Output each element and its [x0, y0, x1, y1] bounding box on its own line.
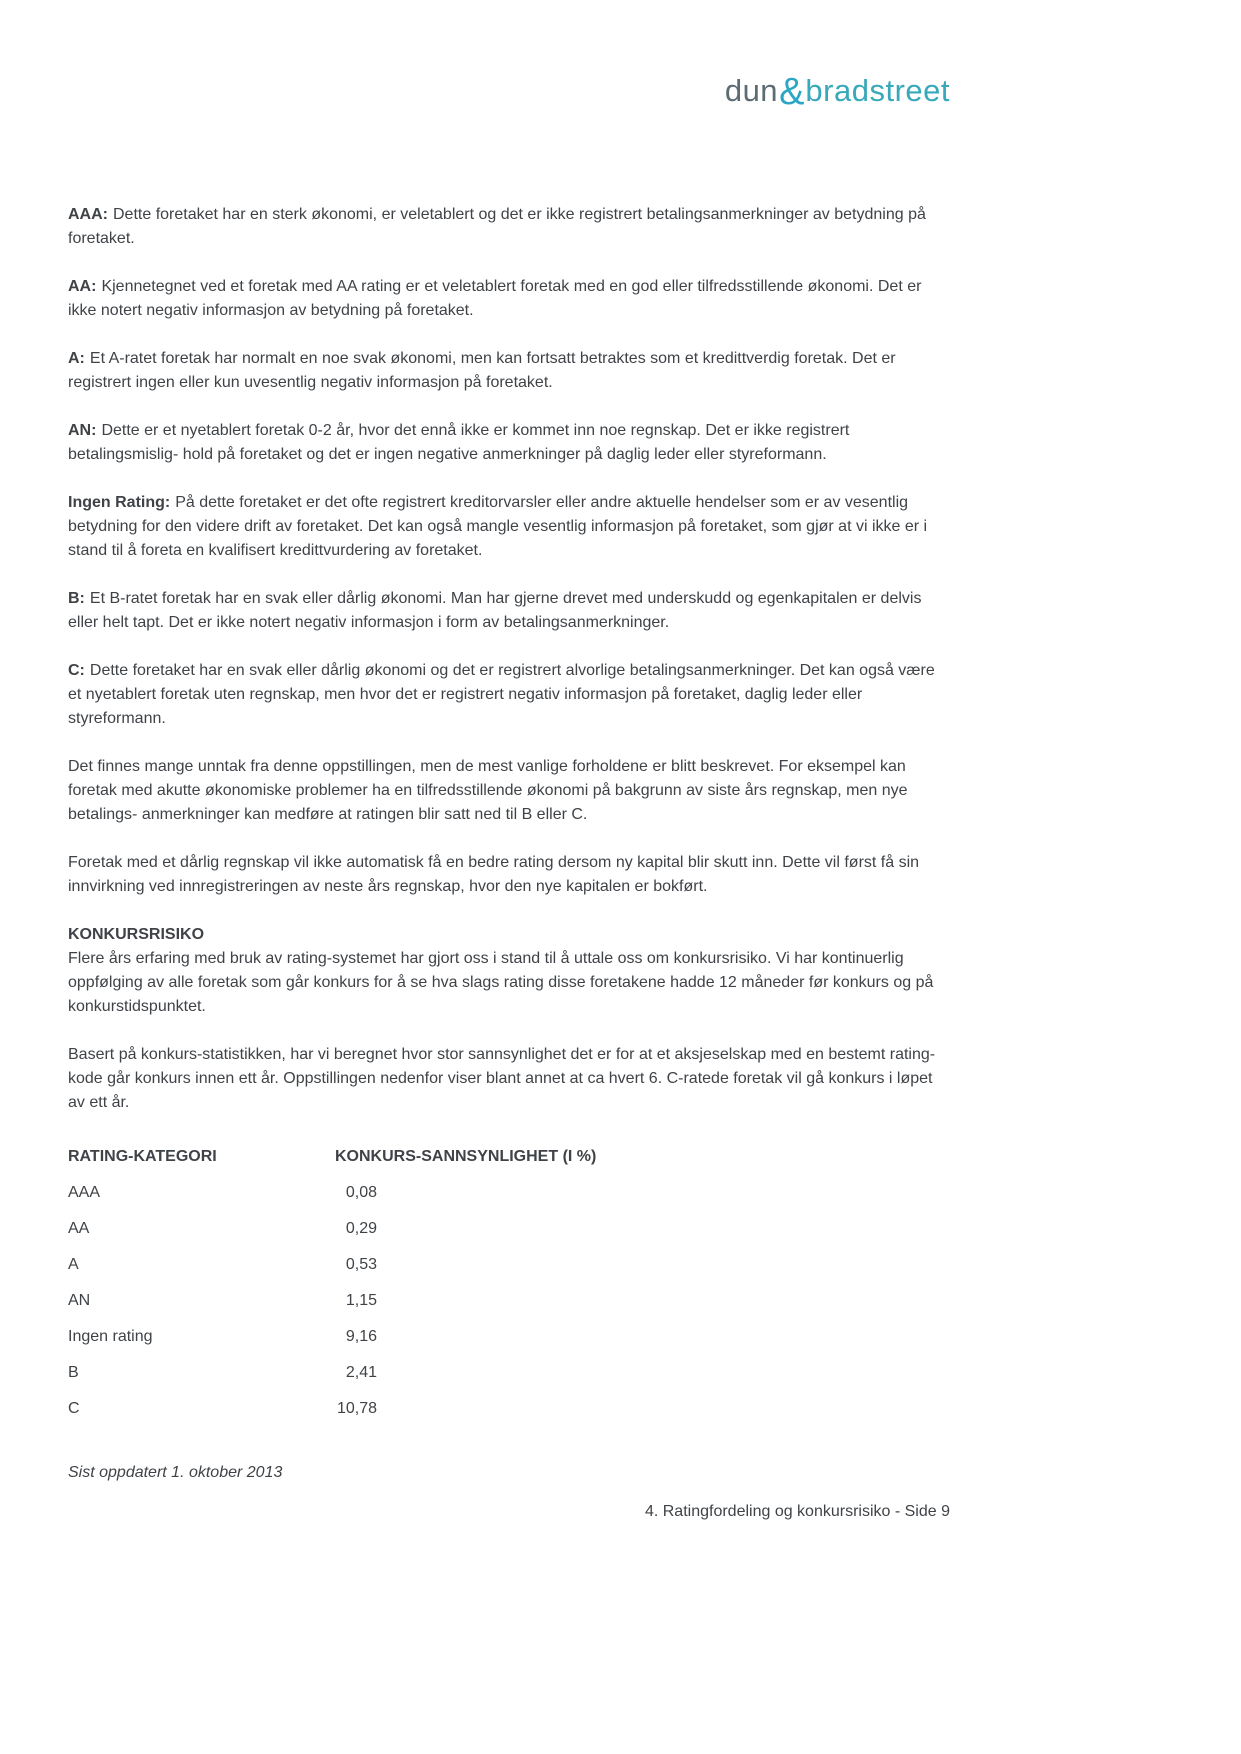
paragraph-rating-a — [68, 347, 950, 395]
paragraph-rating-b — [68, 587, 950, 635]
table-row-c — [68, 1391, 950, 1427]
rating-label-an: AN: — [68, 422, 97, 439]
table-cell-value: 0,08 — [345, 1184, 377, 1201]
table-row-a — [68, 1247, 950, 1283]
rating-label-aa: AA: — [68, 278, 97, 295]
paragraph-text: Et B-ratet foretak har en svak eller dårlig økonomi. Man har gjerne drevet med underskudd og egenkapitalen er delvis eller helt tapt. Det er ikke notert negativ informasjon i form av betalingsanmerkninger. — [68, 590, 922, 631]
table-row-ingen-rating — [68, 1319, 950, 1355]
paragraph-rating-aaa — [68, 203, 950, 251]
table-header-category: RATING-KATEGORI — [68, 1148, 217, 1165]
table-header-row — [68, 1139, 950, 1175]
table-cell-value: 0,53 — [345, 1256, 377, 1273]
rating-label-c: C: — [68, 662, 85, 679]
table-cell-value: 0,29 — [345, 1220, 377, 1237]
paragraph-text: Et A-ratet foretak har normalt en noe svak økonomi, men kan fortsatt betraktes som et kredittverdig foretak. Det er registrert ingen eller kun uvesentlig negativ informasjon på foretaket. — [68, 350, 896, 391]
section-heading-konkursrisiko: KONKURSRISIKO — [68, 926, 205, 943]
logo-text-bradstreet: bradstreet — [805, 73, 950, 108]
table-cell-value: 2,41 — [345, 1364, 377, 1381]
table-header-probability: KONKURS-SANNSYNLIGHET (I %) — [335, 1148, 597, 1165]
table-cell-value: 9,16 — [345, 1328, 377, 1345]
logo-text-dun: dun — [724, 73, 779, 108]
paragraph-text: Dette er et nyetablert foretak 0-2 år, hvor det ennå ikke er kommet inn noe regnskap. Det er ikke registrert betalingsmislig- hold på foretaket og det er ingen negative anmerkninger på daglig leder eller styreformann. — [68, 422, 850, 463]
last-updated-note: Sist oppdatert 1. oktober 2013 — [68, 1464, 283, 1481]
table-row-aaa — [68, 1175, 950, 1211]
dun-bradstreet-logo — [68, 68, 950, 111]
rating-label-a: A: — [68, 350, 85, 367]
paragraph-text: Dette foretaket har en sterk økonomi, er veletablert og det er ikke registrert betalingsanmerkninger av betydning på foretaket. — [68, 206, 926, 247]
table-cell-value: 10,78 — [336, 1400, 377, 1417]
logo-ampersand-icon: & — [779, 71, 805, 113]
paragraph-text: På dette foretaket er det ofte registrert kreditorvarsler eller andre aktuelle hendelser som er av vesentlig betydning for den videre drift av foretaket. Det kan også mangle vesentlig informasjon på foretaket, som gjør at vi ikke er i stand til å foreta en kvalifisert kredittvurdering av foretaket. — [68, 494, 928, 559]
table-row-b — [68, 1355, 950, 1391]
paragraph-rating-c — [68, 659, 950, 731]
paragraph-text: Foretak med et dårlig regnskap vil ikke automatisk få en bedre rating dersom ny kapital blir skutt inn. Dette vil først få sin innvirkning ved innregistreringen av neste års regnskap, hvor den nye kapitalen er bokført. — [68, 854, 920, 895]
document-body — [68, 203, 950, 1485]
paragraph-new-capital — [68, 851, 950, 899]
table-cell-category: A — [68, 1256, 79, 1273]
table-cell-category: Ingen rating — [68, 1328, 153, 1345]
paragraph-konkursrisiko-1: Flere års erfaring med bruk av rating-systemet har gjort oss i stand til å uttale oss om konkursrisiko. Vi har kontinuerlig oppfølging av alle foretak som går konkurs for å se hva slags rating disse foretakene hadde 12 måneder før konkurs og på konkurstidspunktet. — [68, 950, 934, 1015]
rating-probability-table — [68, 1139, 950, 1427]
table-cell-category: B — [68, 1364, 79, 1381]
paragraph-rating-an — [68, 419, 950, 467]
rating-label-aaa: AAA: — [68, 206, 108, 223]
paragraph-rating-ingen-rating — [68, 491, 950, 563]
paragraph-text: Dette foretaket har en svak eller dårlig økonomi og det er registrert alvorlige betalingsanmerkninger. Det kan også være et nyetablert foretak uten regnskap, men hvor det er registrert negativ informasjon på foretaket, daglig leder eller styreformann. — [68, 662, 935, 727]
table-cell-value: 1,15 — [345, 1292, 377, 1309]
table-cell-category: AN — [68, 1292, 91, 1309]
paragraph-text: Kjennetegnet ved et foretak med AA rating er et veletablert foretak med en god eller tilfredsstillende økonomi. Det er ikke notert negativ informasjon av betydning på foretaket. — [68, 278, 922, 319]
paragraph-exceptions — [68, 755, 950, 827]
rating-label-ingen-rating: Ingen Rating: — [68, 494, 171, 511]
table-row-aa — [68, 1211, 950, 1247]
table-cell-category: AAA — [68, 1184, 101, 1201]
table-row-an — [68, 1283, 950, 1319]
paragraph-konkursrisiko-2: Basert på konkurs-statistikken, har vi beregnet hvor stor sannsynlighet det er for at et aksjeselskap med en bestemt rating-kode går konkurs innen ett år. Oppstillingen nedenfor viser blant annet at ca hvert 6. C-ratede foretak vil gå konkurs i løpet av ett år. — [68, 1046, 936, 1111]
paragraph-text: Det finnes mange unntak fra denne oppstillingen, men de mest vanlige forholdene er blitt beskrevet. For eksempel kan foretak med akutte økonomiske problemer ha en tilfredsstillende økonomi på bakgrunn av siste års regnskap, men nye betalings- anmerkninger kan medføre at ratingen blir satt ned til B eller C. — [68, 758, 908, 823]
page-footer: 4. Ratingfordeling og konkursrisiko - Side 9 — [644, 1503, 950, 1520]
table-cell-category: AA — [68, 1220, 90, 1237]
table-cell-category: C — [68, 1400, 80, 1417]
rating-label-b: B: — [68, 590, 85, 607]
paragraph-rating-aa — [68, 275, 950, 323]
